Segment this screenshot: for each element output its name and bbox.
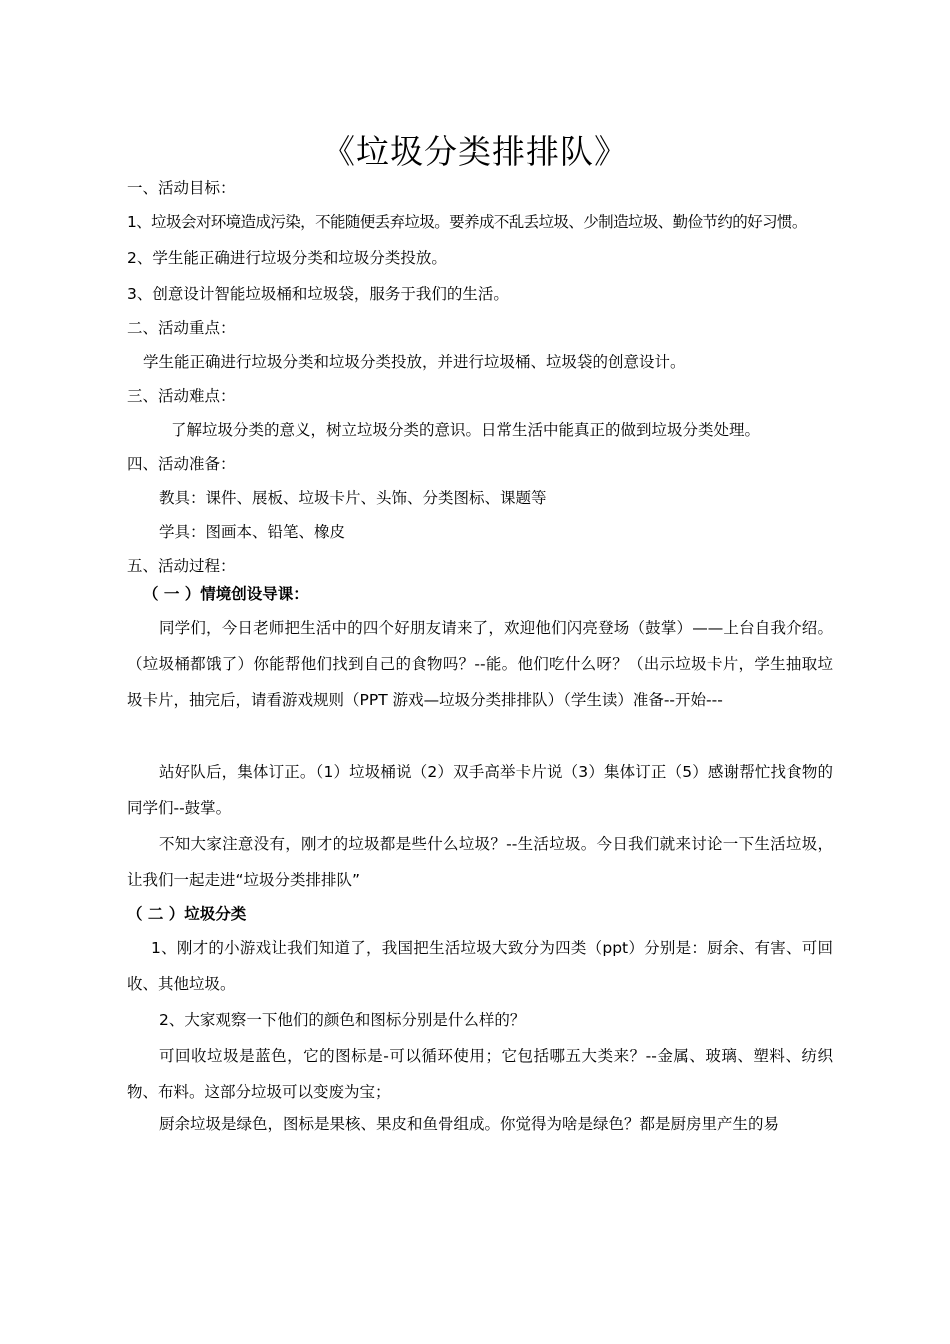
section-2-heading: 二、活动重点： [127, 319, 236, 337]
paragraph-recyclable: 可回收垃圾是蓝色，它的图标是-可以循环使用；它包括哪五大类来？--金属、玻璃、塑料、纺织物、布料。这部分垃圾可以变废为宝； [127, 1047, 833, 1101]
paragraph-observe: 2、大家观察一下他们的颜色和图标分别是什么样的？ [159, 1011, 526, 1029]
document-title: 《垃圾分类排排队》 [322, 132, 628, 171]
goal-item-1: 1、垃圾会对环境造成污染，不能随便丢弃垃圾。要养成不乱丢垃圾、少制造垃圾、勤俭节约的好习惯。 [127, 213, 807, 231]
paragraph-kitchen-waste: 厨余垃圾是绿色，图标是果核、果皮和鱼骨组成。你觉得为啥是绿色？都是厨房里产生的易 [159, 1115, 780, 1133]
subsection-2-heading: （ 二 ）垃圾分类 [127, 905, 247, 923]
paragraph-intro: 同学们，今日老师把生活中的四个好朋友请来了，欢迎他们闪亮登场（鼓掌）——上台自我介绍。（垃圾桶都饿了）你能帮他们找到自己的食物吗？--能。他们吃什么呀？（出示垃圾卡片，学生抽取垃圾卡片，抽完后，请看游戏规则（PPT 游戏—垃圾分类排排队）（学生读）准备--开始--- [127, 619, 833, 709]
goal-item-2: 2、学生能正确进行垃圾分类和垃圾分类投放。 [127, 249, 447, 267]
section-4-heading: 四、活动准备： [127, 455, 236, 473]
section-5-heading: 五、活动过程： [127, 557, 236, 575]
goal-item-3: 3、创意设计智能垃圾桶和垃圾袋，服务于我们的生活。 [127, 285, 509, 303]
student-materials: 学具：图画本、铅笔、橡皮 [159, 523, 346, 541]
teacher-materials: 教具：课件、展板、垃圾卡片、头饰、分类图标、课题等 [159, 489, 547, 507]
paragraph-living-waste: 不知大家注意没有，刚才的垃圾都是些什么垃圾？--生活垃圾。今日我们就来讨论一下生活垃圾，让我们一起走进“垃圾分类排排队” [127, 835, 833, 889]
paragraph-lineup: 站好队后，集体订正。（1）垃圾桶说（2）双手高举卡片说（3）集体订正（5）感谢帮忙找食物的同学们--鼓掌。 [127, 763, 833, 817]
section-1-heading: 一、活动目标： [127, 179, 236, 197]
key-point-text: 学生能正确进行垃圾分类和垃圾分类投放，并进行垃圾桶、垃圾袋的创意设计。 [143, 353, 686, 371]
difficulty-text: 了解垃圾分类的意义，树立垃圾分类的意识。日常生活中能真正的做到垃圾分类处理。 [171, 421, 761, 439]
paragraph-four-categories: 1、刚才的小游戏让我们知道了，我国把生活垃圾大致分为四类（ppt）分别是：厨余、有害、可回收、其他垃圾。 [127, 939, 833, 993]
section-3-heading: 三、活动难点： [127, 387, 236, 405]
subsection-1-heading: （ 一 ）情境创设导课： [143, 585, 309, 603]
